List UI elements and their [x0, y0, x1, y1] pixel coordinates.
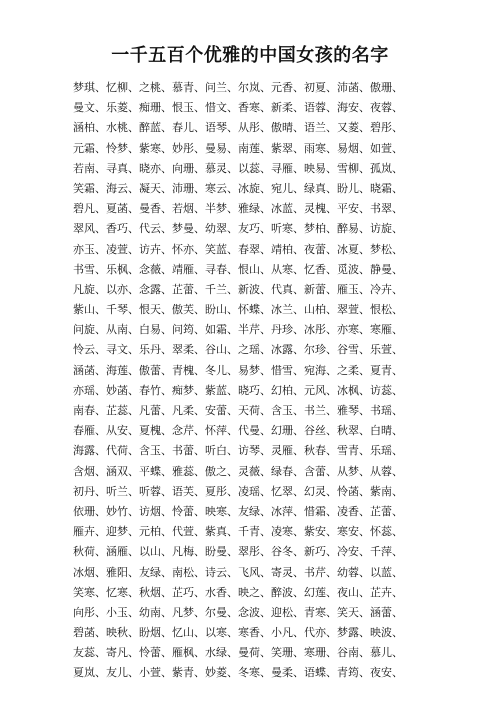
name-line: 向彤、小玉、幼南、凡梦、尔曼、念波、迎松、青寒、笑天、涵蕾、 [73, 605, 403, 619]
name-line: 笑霜、海云、凝天、沛珊、寒云、冰旋、宛儿、绿真、盼儿、晓霜、 [73, 181, 403, 195]
name-line: 碧凡、夏菡、曼香、若烟、半梦、雅绿、冰蓝、灵槐、平安、书翠、 [73, 202, 403, 216]
name-line: 夏岚、友儿、小萱、紫青、妙菱、冬寒、曼柔、语蝶、青筠、夜安、 [73, 666, 403, 680]
name-line: 含烟、涵双、平蝶、雅蕊、傲之、灵薇、绿春、含蕾、从梦、从蓉、 [73, 464, 403, 478]
name-line: 涵菡、海莲、傲蕾、青槐、冬儿、易梦、惜雪、宛海、之柔、夏青、 [73, 363, 403, 377]
name-line: 初丹、听兰、听蓉、语芙、夏彤、凌瑶、忆翠、幻灵、怜菡、紫南、 [73, 484, 403, 498]
name-line: 笑寒、忆寒、秋烟、芷巧、水香、映之、醉波、幻莲、夜山、芷卉、 [73, 585, 403, 599]
name-line: 涵柏、水桃、醉蓝、春儿、语琴、从彤、傲晴、语兰、又菱、碧彤、 [73, 121, 403, 135]
name-line: 紫山、千琴、恨天、傲芙、盼山、怀蝶、冰兰、山柏、翠萱、恨松、 [73, 303, 403, 317]
name-line: 翠风、香巧、代云、梦曼、幼翠、友巧、听寒、梦柏、醉易、访旋、 [73, 222, 403, 236]
name-line: 怜云、寻文、乐丹、翠柔、谷山、之瑶、冰露、尔珍、谷雪、乐萱、 [73, 343, 403, 357]
name-list [73, 78, 433, 684]
name-line: 梦琪、忆柳、之桃、慕青、问兰、尔岚、元香、初夏、沛菡、傲珊、 [73, 81, 403, 94]
name-line: 若南、寻真、晓亦、向珊、慕灵、以蕊、寻雁、映易、雪柳、孤岚、 [73, 161, 403, 175]
name-line: 碧菡、映秋、盼烟、忆山、以寒、寒香、小凡、代亦、梦露、映波、 [73, 626, 403, 640]
name-line: 雁卉、迎梦、元柏、代萱、紫真、千青、凌寒、紫安、寒安、怀蕊、 [73, 525, 403, 539]
name-line: 曼文、乐菱、痴珊、恨玉、惜文、香寒、新柔、语蓉、海安、夜蓉、 [73, 101, 403, 115]
name-line: 冰烟、雅阳、友绿、南松、诗云、飞风、寄灵、书芹、幼蓉、以蓝、 [73, 565, 403, 579]
name-line: 书雪、乐枫、念薇、靖雁、寻春、恨山、从寒、忆香、觅波、静曼、 [73, 262, 403, 276]
name-line: 依珊、妙竹、访烟、怜蕾、映寒、友绿、冰萍、惜霜、凌香、芷蕾、 [73, 504, 403, 518]
name-line: 问旋、从南、白易、问筠、如霜、半芹、丹珍、冰彤、亦寒、寒雁、 [73, 323, 403, 337]
name-line: 友蕊、寄凡、怜蕾、雁枫、水绿、曼荷、笑珊、寒珊、谷南、慕儿、 [73, 646, 403, 660]
name-line: 海露、代荷、含玉、书蕾、听白、访琴、灵雁、秋春、雪青、乐瑶、 [73, 444, 403, 458]
name-line: 南春、芷蕊、凡蕾、凡柔、安蕾、天荷、含玉、书兰、雅琴、书瑶、 [73, 404, 403, 417]
name-line: 凡旋、以亦、念露、芷蕾、千兰、新波、代真、新蕾、雁玉、冷卉、 [73, 282, 403, 296]
name-line: 元霜、怜梦、紫寒、妙彤、曼易、南莲、紫翠、雨寒、易烟、如萱、 [73, 141, 403, 155]
name-line: 秋荷、涵雁、以山、凡梅、盼曼、翠彤、谷冬、新巧、冷安、千萍、 [73, 545, 403, 559]
name-line: 亦玉、凌萱、访卉、怀亦、笑蓝、春翠、靖柏、夜蕾、冰夏、梦松、 [73, 242, 403, 256]
name-line: 亦瑶、妙菡、春竹、痴梦、紫蓝、晓巧、幻柏、元风、冰枫、访蕊、 [73, 383, 403, 397]
document-title: 一千五百个优雅的中国女孩的名字 [111, 45, 389, 66]
name-line: 春雁、从安、夏槐、念芹、怀萍、代曼、幻珊、谷丝、秋翠、白晴、 [73, 424, 403, 438]
